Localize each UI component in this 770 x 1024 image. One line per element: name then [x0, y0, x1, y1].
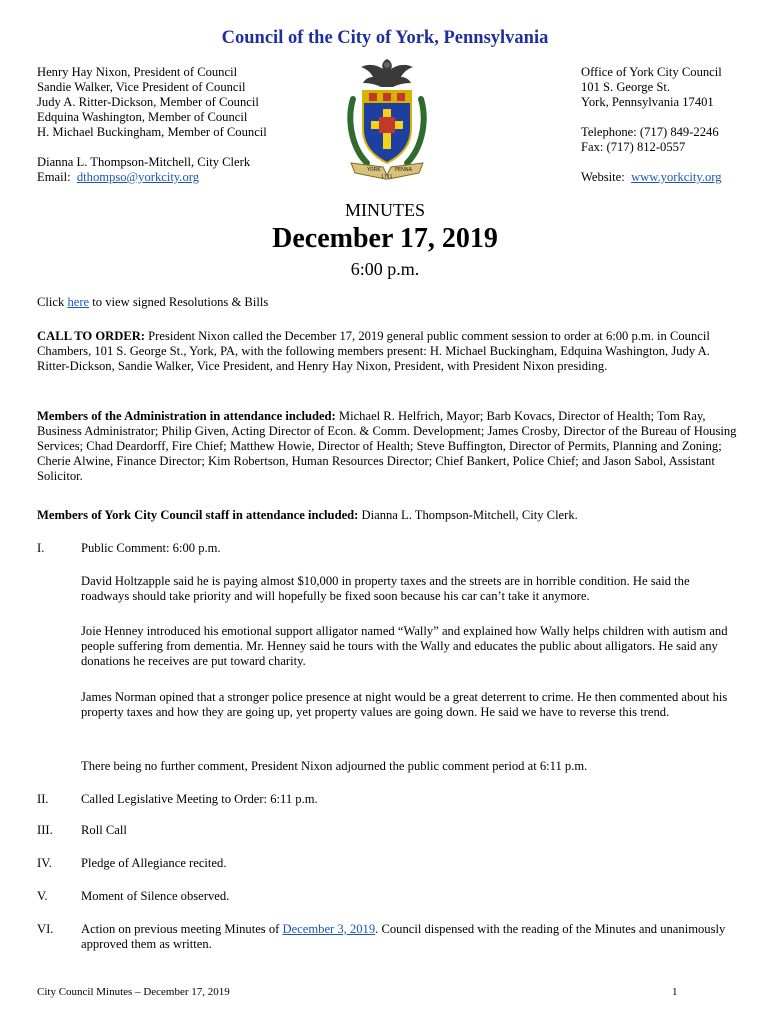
resolutions-here-link[interactable]: here [67, 295, 90, 309]
meeting-date-heading: December 17, 2019 [272, 223, 498, 254]
staff-label: Members of York City Council staff in attendance included: [37, 508, 359, 522]
staff-paragraph [37, 508, 737, 523]
agenda-item-5 [37, 889, 737, 904]
item-number: VI. [37, 922, 54, 936]
public-comment-1 [37, 574, 737, 604]
previous-minutes-link[interactable]: December 3, 2019 [282, 922, 376, 936]
agenda-item-6 [37, 922, 737, 952]
clerk-email-link[interactable]: dthompso@yorkcity.org [76, 170, 200, 184]
member-vice-president: Sandie Walker, Vice President of Council [37, 80, 246, 94]
administration-paragraph [37, 409, 737, 484]
office-street: 101 S. George St. [581, 80, 670, 94]
resolutions-link-line [37, 295, 737, 310]
footer-title: City Council Minutes – December 17, 2019 [37, 986, 230, 998]
item-number: III. [37, 823, 53, 837]
comment-text: David Holtzapple said he is paying almost $10,000 in property taxes and the streets are in horrible condition. He said the roadways should take priority and will hopefully be fixed soon because his car can’t take it anymore. [81, 574, 690, 603]
page-number: 1 [672, 986, 678, 998]
item-text-after: . Council dispensed with the reading of the Minutes and unanimously approved them as written. [81, 922, 726, 951]
administration-label: Members of the Administration in attendance included: [37, 409, 336, 423]
website-link[interactable]: www.yorkcity.org [631, 170, 722, 184]
meeting-time-heading: 6:00 p.m. [350, 259, 420, 279]
agenda-item-4 [37, 856, 737, 871]
seal-ribbon-left: YORK [367, 167, 381, 173]
public-comment-2 [37, 624, 737, 669]
call-to-order-label: CALL TO ORDER: [37, 329, 146, 343]
email-label: Email: [37, 170, 71, 184]
item-text: Pledge of Allegiance recited. [81, 856, 227, 870]
member-ritter-dickson: Judy A. Ritter-Dickson, Member of Council [37, 95, 259, 109]
item-text: Public Comment: 6:00 p.m. [81, 541, 221, 555]
website-label: Website: [581, 170, 625, 184]
item-number: I. [37, 541, 45, 555]
item-text [81, 922, 737, 952]
member-washington: Edquina Washington, Member of Council [37, 110, 248, 124]
item-text: Roll Call [81, 823, 127, 837]
agenda-item-2 [37, 792, 737, 807]
item-text-before: Action on previous meeting Minutes of [81, 922, 283, 936]
click-text-before: Click [37, 295, 68, 309]
item-text: Moment of Silence observed. [81, 889, 230, 903]
comment-text: James Norman opined that a stronger police presence at night would be a great deterrent to crime. He then commented about his property taxes and how they are going up, yet property values are going down. He said we have to reverse this trend. [81, 690, 728, 719]
office-name: Office of York City Council [581, 65, 722, 79]
council-members-block [37, 65, 337, 185]
agenda-item-3 [37, 823, 737, 838]
document-title: Council of the City of York, Pennsylvania [221, 28, 549, 48]
item-number: II. [37, 792, 49, 806]
item-number: V. [37, 889, 48, 903]
clerk-email-line [37, 170, 337, 185]
click-text-after: to view signed Resolutions & Bills [89, 295, 269, 309]
item-number: IV. [37, 856, 52, 870]
agenda-item-1 [37, 541, 737, 556]
seal-ribbon-year: 1741 [381, 175, 393, 180]
office-info-block [581, 65, 761, 185]
call-to-order-text: President Nixon called the December 17, 2019 general public comment session to order at 6:00 p.m. in Council Chambers, 101 S. George St., York, PA, with the following members present: H. Michael Buckingham, Edquina Washington, Judy A. Ritter-Dickson, Sandie Walker, Vice President, and Henry Hay Nixon, President, with President Nixon presiding. [37, 329, 710, 373]
minutes-heading: MINUTES [345, 200, 425, 220]
member-president: Henry Hay Nixon, President of Council [37, 65, 238, 79]
seal-ribbon-right: PENNA [395, 167, 413, 173]
york-city-seal-icon [339, 55, 435, 183]
member-buckingham: H. Michael Buckingham, Member of Council [37, 125, 267, 139]
comment-text: There being no further comment, President Nixon adjourned the public comment period at 6:11 p.m. [81, 759, 588, 773]
office-fax: Fax: (717) 812-0557 [581, 140, 686, 154]
public-comment-4 [37, 759, 737, 774]
website-line [581, 170, 761, 185]
city-clerk: Dianna L. Thompson-Mitchell, City Clerk [37, 155, 251, 169]
administration-text: Michael R. Helfrich, Mayor; Barb Kovacs, Director of Health; Tom Ray, Business Administrator; Philip Given, Acting Director of Econ. & Comm. Development; James Crosby, Director of the Bureau of Housing Services; Chad Deardorff, Fire Chief; Matthew Howie, Director of Health; Steve Buffington, Director of Permits, Planning and Zoning; Cherie Alwine, Finance Director; Kim Robertson, Human Resources Director; Chief Bankert, Police Chief; and Jason Sabol, Assistant Solicitor. [37, 409, 737, 483]
public-comment-3 [37, 690, 737, 720]
office-telephone: Telephone: (717) 849-2246 [581, 125, 719, 139]
office-city: York, Pennsylvania 17401 [581, 95, 714, 109]
comment-text: Joie Henney introduced his emotional support alligator named “Wally” and explained how Wally helps children with autism and people suffering from dementia. Mr. Henney said he tours with the Wally and educates the public about alligators. He said any donations he receives are put toward charity. [81, 624, 728, 668]
call-to-order-paragraph [37, 329, 737, 374]
staff-text: Dianna L. Thompson-Mitchell, City Clerk. [358, 508, 578, 522]
item-text: Called Legislative Meeting to Order: 6:11 p.m. [81, 792, 318, 806]
